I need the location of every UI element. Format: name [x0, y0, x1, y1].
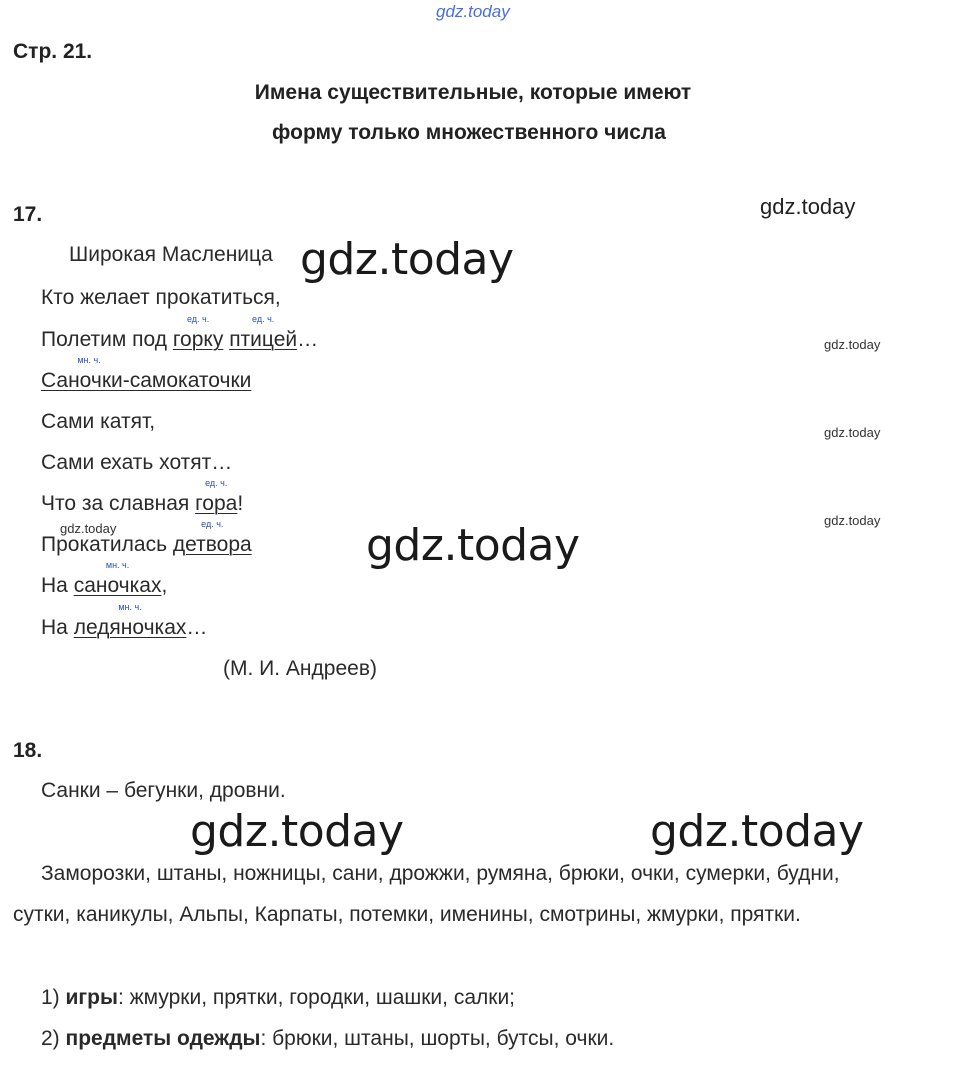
poem-line-9: На мн. ч. ледяночках…: [41, 602, 208, 639]
grammar-note: ед. ч.: [201, 519, 224, 529]
watermark-top: gdz.today: [436, 2, 510, 21]
ex18-list-item-1: 1) игры: жмурки, прятки, городки, шашки, салки;: [41, 986, 516, 1009]
ex18-line-1: Санки – бегунки, дровни.: [41, 779, 286, 802]
category-label: предметы одежды: [65, 1027, 261, 1050]
underlined-word: саночках: [73, 574, 162, 597]
poem-author: (М. И. Андреев): [223, 657, 377, 680]
poem-line-2: Полетим под ед. ч. горку ед. ч. птицей…: [41, 314, 319, 351]
watermark-big-3: gdz.today: [190, 806, 404, 857]
poem-line-6: Что за славная ед. ч. гора!: [41, 478, 244, 515]
underlined-word: горку: [172, 328, 224, 351]
underlined-word: Саночки-самокаточки: [41, 369, 252, 392]
watermark-big-4: gdz.today: [650, 806, 864, 857]
watermark-big-1: gdz.today: [300, 234, 514, 285]
watermark-small-3: gdz.today: [824, 513, 881, 528]
poem-line-7: Прокатилась ед. ч. детвора: [41, 519, 252, 556]
grammar-note: мн. ч.: [105, 560, 130, 570]
page-number: Стр. 21.: [13, 40, 93, 63]
watermark-small-2: gdz.today: [824, 425, 881, 440]
exercise-18-number: 18.: [13, 739, 43, 762]
underlined-word: ледяночках: [73, 616, 187, 639]
underlined-word: детвора: [172, 533, 252, 556]
category-label: игры: [65, 986, 118, 1009]
poem-line-1: Кто желает прокатиться,: [41, 286, 281, 309]
grammar-note: ед. ч.: [186, 314, 210, 324]
ex18-paragraph-line-1: Заморозки, штаны, ножницы, сани, дрожжи, румяна, брюки, очки, сумерки, будни,: [41, 862, 840, 885]
watermark-small-4: gdz.today: [60, 521, 117, 536]
watermark-right: gdz.today: [760, 194, 856, 219]
ex18-list-item-2: 2) предметы одежды: брюки, штаны, шорты, бутсы, очки.: [41, 1027, 615, 1050]
underlined-word: гора: [195, 492, 238, 515]
poem-line-5: Сами ехать хотят…: [41, 451, 233, 474]
grammar-note: ед. ч.: [252, 314, 275, 324]
exercise-17-number: 17.: [13, 203, 43, 226]
section-title-line1: Имена существительные, которые имеют: [254, 81, 692, 104]
poem-line-8: На мн. ч. саночках,: [41, 560, 168, 597]
watermark-big-2: gdz.today: [366, 520, 580, 571]
section-title-line2: форму только множественного числа: [272, 121, 666, 144]
poem-title: Широкая Масленица: [69, 243, 273, 266]
grammar-note: мн. ч.: [118, 602, 142, 612]
watermark-small-1: gdz.today: [824, 337, 881, 352]
underlined-word: птицей: [229, 328, 298, 351]
poem-line-4: Сами катят,: [41, 410, 156, 433]
ex18-paragraph-line-2: сутки, каникулы, Альпы, Карпаты, потемки, именины, смотрины, жмурки, прятки.: [13, 903, 801, 926]
grammar-note: ед. ч.: [205, 478, 228, 488]
grammar-note: мн. ч.: [77, 355, 101, 365]
poem-line-3: [41, 355, 252, 393]
